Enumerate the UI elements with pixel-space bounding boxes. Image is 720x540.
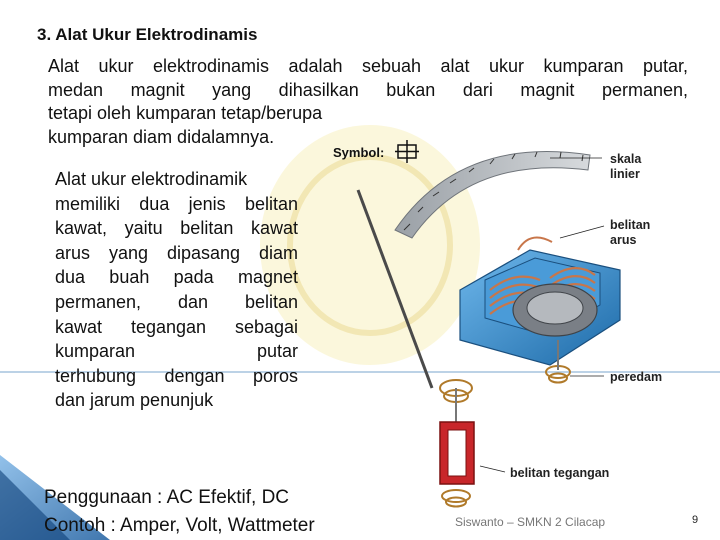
description-line: Alat ukur elektrodinamik — [55, 169, 248, 189]
description-line: kawat tegangan sebagai — [55, 316, 298, 337]
description-line: kumparan putar — [55, 341, 298, 362]
scale-arc — [395, 152, 590, 238]
description-line: permanen, dan belitan — [55, 291, 298, 312]
voltage-coil-assembly — [440, 380, 474, 507]
description-line: memiliki dua jenis belitan — [55, 193, 298, 214]
description-line: dan jarum penunjuk — [55, 390, 214, 411]
description-line: terhubung dengan poros — [55, 365, 298, 386]
leader-line — [480, 466, 505, 472]
current-coil-assembly — [460, 238, 620, 366]
page-number: 9 — [692, 514, 699, 526]
leader-line — [560, 226, 604, 238]
intro-line: medan magnit yang dihasilkan bukan dari magnit permanen, — [48, 79, 688, 100]
symbol-label: Symbol: — [333, 145, 385, 160]
footer-text: Siswanto – SMKN 2 Cilacap — [455, 515, 606, 529]
label-voltage-coil: belitan tegangan — [510, 466, 610, 480]
intro-line: tetapi oleh kumparan tetap/berupa — [48, 103, 323, 123]
description-line: arus yang dipasang diam — [55, 242, 298, 263]
label-current-coil-line2: arus — [610, 233, 637, 247]
intro-line: kumparan diam didalamnya. — [48, 126, 275, 147]
description-line: dua buah pada magnet — [55, 267, 298, 288]
usage-block — [44, 484, 315, 540]
electrodynamic-instrument-illustration — [300, 130, 710, 515]
label-scale-line1: skala — [610, 152, 642, 166]
description-line: kawat, yaitu belitan kawat — [55, 218, 298, 239]
label-damper: peredam — [610, 370, 663, 384]
usage-line: Penggunaan : AC Efektif, DC — [44, 487, 290, 508]
label-current-coil-line1: belitan — [610, 218, 651, 232]
section-heading: 3. Alat Ukur Elektrodinamis — [37, 25, 258, 44]
electrodynamic-symbol-icon — [395, 140, 419, 163]
intro-line: Alat ukur elektrodinamis adalah sebuah alat ukur kumparan putar, — [48, 56, 688, 76]
label-scale-line2: linier — [610, 167, 640, 181]
example-line: Contoh : Amper, Volt, Wattmeter — [44, 515, 315, 536]
description-paragraph — [55, 167, 298, 413]
